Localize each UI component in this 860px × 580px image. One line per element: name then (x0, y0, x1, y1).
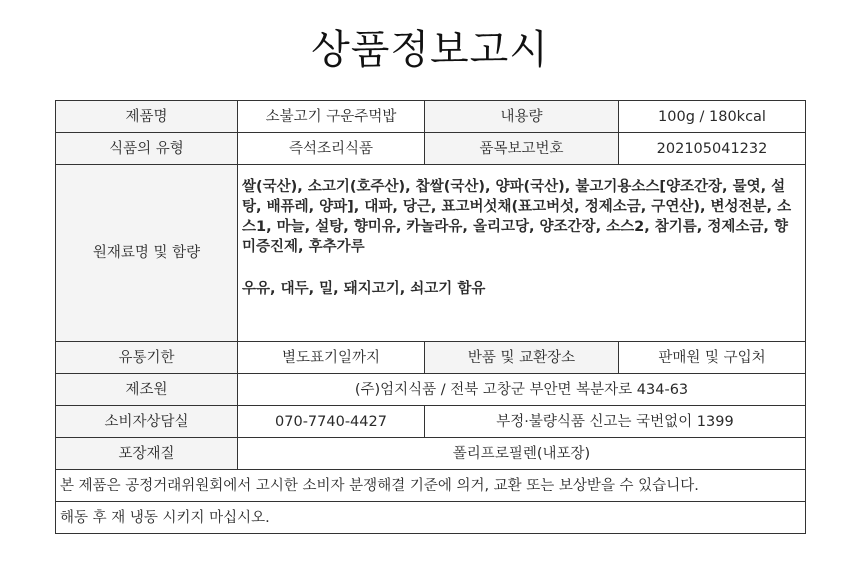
expiry-value: 별도표기일까지 (238, 342, 425, 374)
consumer-center-phone: 070-7740-4427 (238, 406, 425, 438)
refreeze-notice: 해동 후 재 냉동 시키지 마십시오. (56, 502, 806, 534)
row-food-type (56, 133, 806, 165)
product-info-table (55, 100, 806, 534)
packaging-label: 포장재질 (56, 438, 238, 470)
ingredients-label: 원재료명 및 함량 (56, 165, 238, 342)
return-place-label: 반품 및 교환장소 (425, 342, 619, 374)
product-name-value: 소불고기 구운주먹밥 (238, 101, 425, 133)
expiry-label: 유통기한 (56, 342, 238, 374)
row-product-name (56, 101, 806, 133)
food-type-label: 식품의 유형 (56, 133, 238, 165)
packaging-value: 폴리프로필렌(내포장) (238, 438, 806, 470)
row-consumer-center (56, 406, 806, 438)
manufacturer-value: (주)엄지식품 / 전북 고창군 부안면 복분자로 434-63 (238, 374, 806, 406)
row-packaging (56, 438, 806, 470)
page-title: 상품정보고시 (311, 27, 549, 73)
food-type-value: 즉석조리식품 (238, 133, 425, 165)
manufacturer-label: 제조원 (56, 374, 238, 406)
return-place-value: 판매원 및 구입처 (619, 342, 806, 374)
row-expiry (56, 342, 806, 374)
row-notice-refreeze (56, 502, 806, 534)
row-ingredients (56, 165, 806, 342)
ingredients-cell (238, 165, 806, 342)
report-number-label: 품목보고번호 (425, 133, 619, 165)
product-name-label: 제품명 (56, 101, 238, 133)
ingredients-text: 쌀(국산), 소고기(호주산), 찹쌀(국산), 양파(국산), 불고기용소스[양조간장, 물엿, 설탕, 배퓨레, 양파], 대파, 당근, 표고버섯채(표고버섯, 정제소금, 구연산), 변성전분, 소스1, 마늘, 설탕, 향미유, 카놀라유, 올리고당, 양조간장, 소스2, 참기름, 정제소금, 향미증진제, 후추가루 (242, 179, 792, 255)
consumer-center-label: 소비자상담실 (56, 406, 238, 438)
report-hotline: 부정·불량식품 신고는 국번없이 1399 (425, 406, 806, 438)
report-number-value: 202105041232 (619, 133, 806, 165)
row-notice-exchange (56, 470, 806, 502)
row-manufacturer (56, 374, 806, 406)
allergy-text: 우유, 대두, 밀, 돼지고기, 쇠고기 함유 (242, 281, 486, 297)
exchange-notice: 본 제품은 공정거래위원회에서 고시한 소비자 분쟁해결 기준에 의거, 교환 또는 보상받을 수 있습니다. (56, 470, 806, 502)
net-weight-value: 100g / 180kcal (619, 101, 806, 133)
net-weight-label: 내용량 (425, 101, 619, 133)
